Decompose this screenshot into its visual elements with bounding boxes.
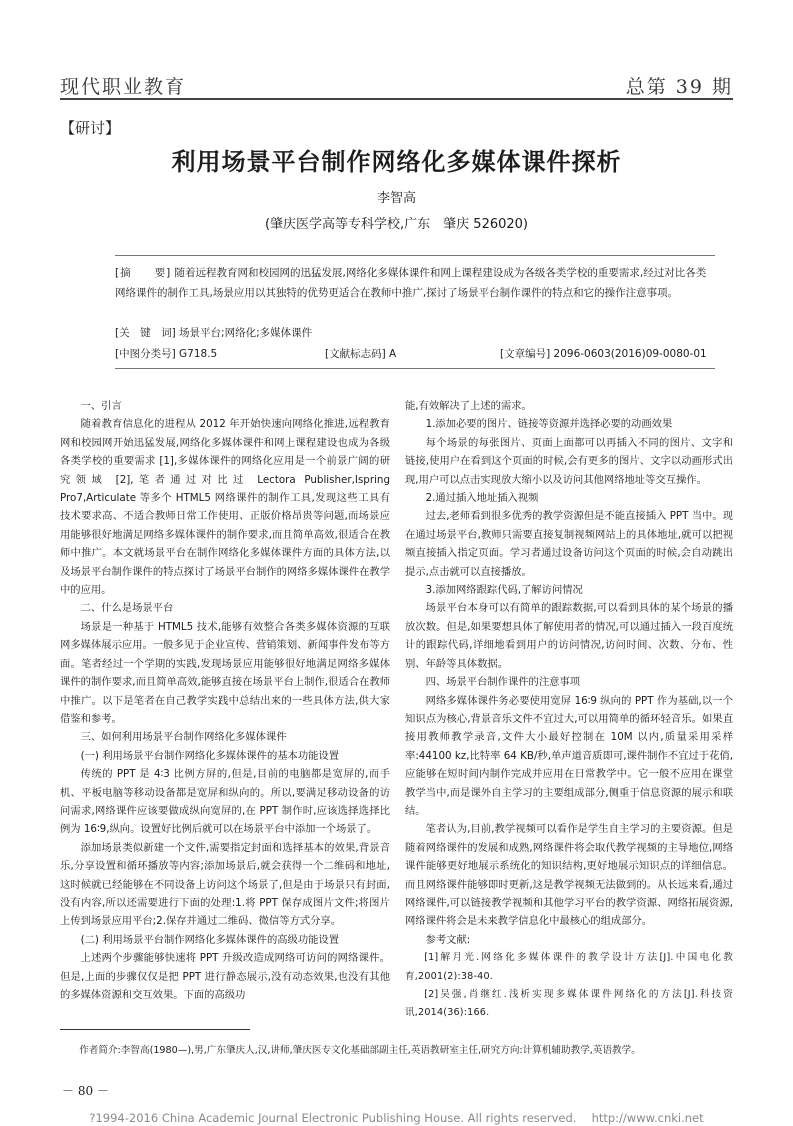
issue-number: 总第 39 期 bbox=[625, 76, 733, 98]
abstract-label: [摘 要] bbox=[115, 267, 172, 279]
paragraph: 场景平台本身可以有简单的跟踪数据,可以看到具体的某个场景的播放次数。但是,如果要想具体了解使用者的情况,可以通过插入一段百度统计的跟踪代码,详细地看到用户的访问情况,访问时间、次数、分布、性别、年龄等具体数据。 bbox=[405, 602, 733, 670]
doc-code-label: [文献标志码] bbox=[325, 348, 386, 360]
paragraph: 传统的 PPT 是 4∶3 比例方屏的,但是,目前的电脑都是宽屏的,而手机、平板电脑等移动设备都是宽屏和纵向的。所以,要满足移动设备的访问需求,网络课件应该要做成纵向宽屏的,在 PPT 制作时,应该选择选择比例为 16∶9,纵向。设置好比例后就可以在场景平台中添加一个场景了。 bbox=[60, 768, 390, 836]
subsection-heading: (一) 利用场景平台制作网络化多媒体课件的基本功能设置 bbox=[80, 749, 340, 762]
copyright-line: ?1994-2016 China Academic Journal Electronic Publishing House. All rights reserved. http://www.cnki.net bbox=[89, 1111, 704, 1125]
section-heading: 一、引言 bbox=[80, 400, 122, 412]
references-heading: 参考文献: bbox=[425, 933, 471, 946]
section-heading: 三、如何利用场景平台制作网络化多媒体课件 bbox=[80, 731, 287, 744]
article-id-value: 2096-0603(2016)09-0080-01 bbox=[553, 348, 707, 360]
paragraph: 每个场景的每张图片、页面上面都可以再插入不同的图片、文字和链接,使用户在看到这个页面的时候,会有更多的图片、文字以动画形式出现,用户可以点击实现放大缩小以及访问其他网络地址等交互操作。 bbox=[405, 436, 733, 486]
clc-label: [中图分类号] bbox=[115, 348, 176, 360]
subsection-heading: 1.添加必要的图片、链接等资源并选择必要的动画效果 bbox=[425, 418, 673, 431]
paragraph: 添加场景类似新建一个文件,需要指定封面和选择基本的效果,背景音乐,分享设置和循环播放等内容;添加场景后,就会获得一个二维码和地址,这时候就已经能够在不同设备上访问这个场景了,但是由于场景只有封面,没有内容,所以还需要进行下面的处理:1.将 PPT 保存成图片文件;将图片上传到场景应用平台;2.保存并通过二维码、微信等方式分享。 bbox=[60, 841, 390, 928]
paragraph: 过去,老师看到很多优秀的教学资源但是不能直接插入 PPT 当中。现在通过场景平台,教师只需要直接复制视频网站上的具体地址,就可以把视频直接插入指定页面。学习者通过设备访问这个页面的时候,会自动跳出提示,点击就可以直接播放。 bbox=[405, 510, 733, 578]
clc-value: G718.5 bbox=[179, 348, 218, 360]
footnote-rule bbox=[60, 1029, 250, 1030]
paragraph: 场景是一种基于 HTML5 技术,能够有效整合各类多媒体资源的互联网多媒体展示应用。一般多见于企业宣传、营销策划、新闻事件发布等方面。笔者经过一个学期的实践,发现场景应用能够很好地满足网络多媒体课件的制作要求,而且简单高效,能够直接在场景平台上制作,很适合在教师中推广。以下是笔者在自己教学实践中总结出来的一些具体方法,供大家借鉴和参考。 bbox=[60, 620, 390, 725]
journal-name: 现代职业教育 bbox=[60, 76, 187, 98]
keywords-text: 场景平台;网络化;多媒体课件 bbox=[179, 327, 313, 339]
paragraph: 笔者认为,目前,教学视频可以看作是学生自主学习的主要资源。但是随着网络课件的发展和成熟,网络课件将会取代教学视频的主导地位,网络课件能够更好地展示系统化的知识结构,更好地展示知识点的详细信息。而且网络课件能够即时更新,这是教学视频无法做到的。从长远来看,通过网络课件,可以链接教学视频和其他学习平台的教学资源、网络拓展资源,网络课件将会是未来教学信息化中最核心的组成部分。 bbox=[405, 823, 733, 928]
section-heading: 四、场景平台制作课件的注意事项 bbox=[425, 676, 581, 689]
doc-code-value: A bbox=[389, 348, 397, 360]
author-footnote: 作者简介:李智高(1980—),男,广东肇庆人,汉,讲师,肇庆医专文化基础部副主任,英语教研室主任,研究方向:计算机辅助教学,英语教学。 bbox=[79, 1045, 641, 1056]
keywords bbox=[115, 325, 312, 340]
abstract-text: 随着远程教育网和校园网的迅猛发展,网络化多媒体课件和网上课程建设成为各级各类学校的重要需求,经过对比各类网络课件的制作工具,场景应用以其独特的优势更适合在教师中推广,探讨了场景平台制作课件的特点和它的操作注意事项。 bbox=[115, 267, 707, 299]
author-affiliation: (肇庆医学高等专科学校,广东 肇庆 526020) bbox=[264, 217, 529, 232]
reference-item: [2]吴强,肖继红.浅析实现多媒体课件网络化的方法[J].科技资讯,2014(36):166. bbox=[405, 989, 733, 1019]
page-number: － 80 － bbox=[62, 1084, 109, 1098]
paragraph: 上述两个步骤能够快速将 PPT 升级改造成网络可访问的网络课件。但是,上面的步骤仅仅是把 PPT 进行静态展示,没有动态效果,也没有其他的多媒体资源和交互效果。下面的高级功 bbox=[60, 952, 390, 1001]
subsection-heading: 2.通过插入地址插入视频 bbox=[425, 492, 539, 505]
subsection-heading: (二) 利用场景平台制作网络化多媒体课件的高级功能设置 bbox=[80, 933, 340, 946]
body-column-right bbox=[405, 397, 733, 1023]
abstract-top-rule bbox=[115, 255, 715, 256]
section-heading: 二、什么是场景平台 bbox=[80, 602, 174, 615]
subsection-heading: 3.添加网络跟踪代码,了解访问情况 bbox=[425, 584, 583, 597]
reference-item: [1]解月光.网络化多媒体课件的教学设计方法[J].中国电化教育,2001(2):38-40. bbox=[405, 952, 733, 982]
paragraph: 随着教育信息化的进程从 2012 年开始快速向网络化推进,远程教育网和校园网开始迅猛发展,网络化多媒体课件和网上课程建设也成为各级各类学校的重要需求 [1],多媒体课件的网络化应用是一个前景广阔的研究领域 [2],笔者通过对比过 Lectora Publisher,Ispring Pro7,Articulate 等多个 HTML5 网络课件的制作工具,发现这些工具有技术要求高、不适合教师日常工作使用、正版价格昂贵等问题,而场景应用能够很好地满足网络多媒体课件的制作要求,而且简单高效,很适合在教师中推广。本文就场景平台在制作网络化多媒体课件方面的具体方法,以及场景平台制作课件的特点探讨了场景平台制作的网络多媒体课件在教学中的应用。 bbox=[60, 418, 390, 597]
keywords-label: [关 键 词] bbox=[115, 327, 176, 339]
author-name: 李智高 bbox=[376, 191, 416, 206]
abstract-bottom-rule bbox=[115, 368, 715, 369]
abstract bbox=[115, 264, 715, 303]
paragraph: 网络多媒体课件务必要使用宽屏 16∶9 纵向的 PPT 作为基础,以一个知识点为核心,背景音乐文件不宜过大,可以用简单的循环轻音乐。如果直接用教师教学录音,文件大小最好控制在 10M 以内,质量采用采样率:44100 kz,比特率 64 KB/秒,单声道音质即可,课件制作不宜过于花俏,应能够在短时间内制作完成并应用在日常教学中。它一般不应用在课堂教学当中,而是课外自主学习的主要组成部分,侧重于信息资源的展示和联结。 bbox=[405, 694, 733, 817]
paragraph: 能,有效解决了上述的需求。 bbox=[405, 400, 532, 412]
article-title: 利用场景平台制作网络化多媒体课件探析 bbox=[171, 148, 622, 176]
body-column-left bbox=[60, 397, 390, 1004]
header-divider bbox=[60, 98, 733, 100]
article-id-label: [文章编号] bbox=[500, 348, 551, 360]
section-tag: 【研讨】 bbox=[60, 119, 121, 137]
